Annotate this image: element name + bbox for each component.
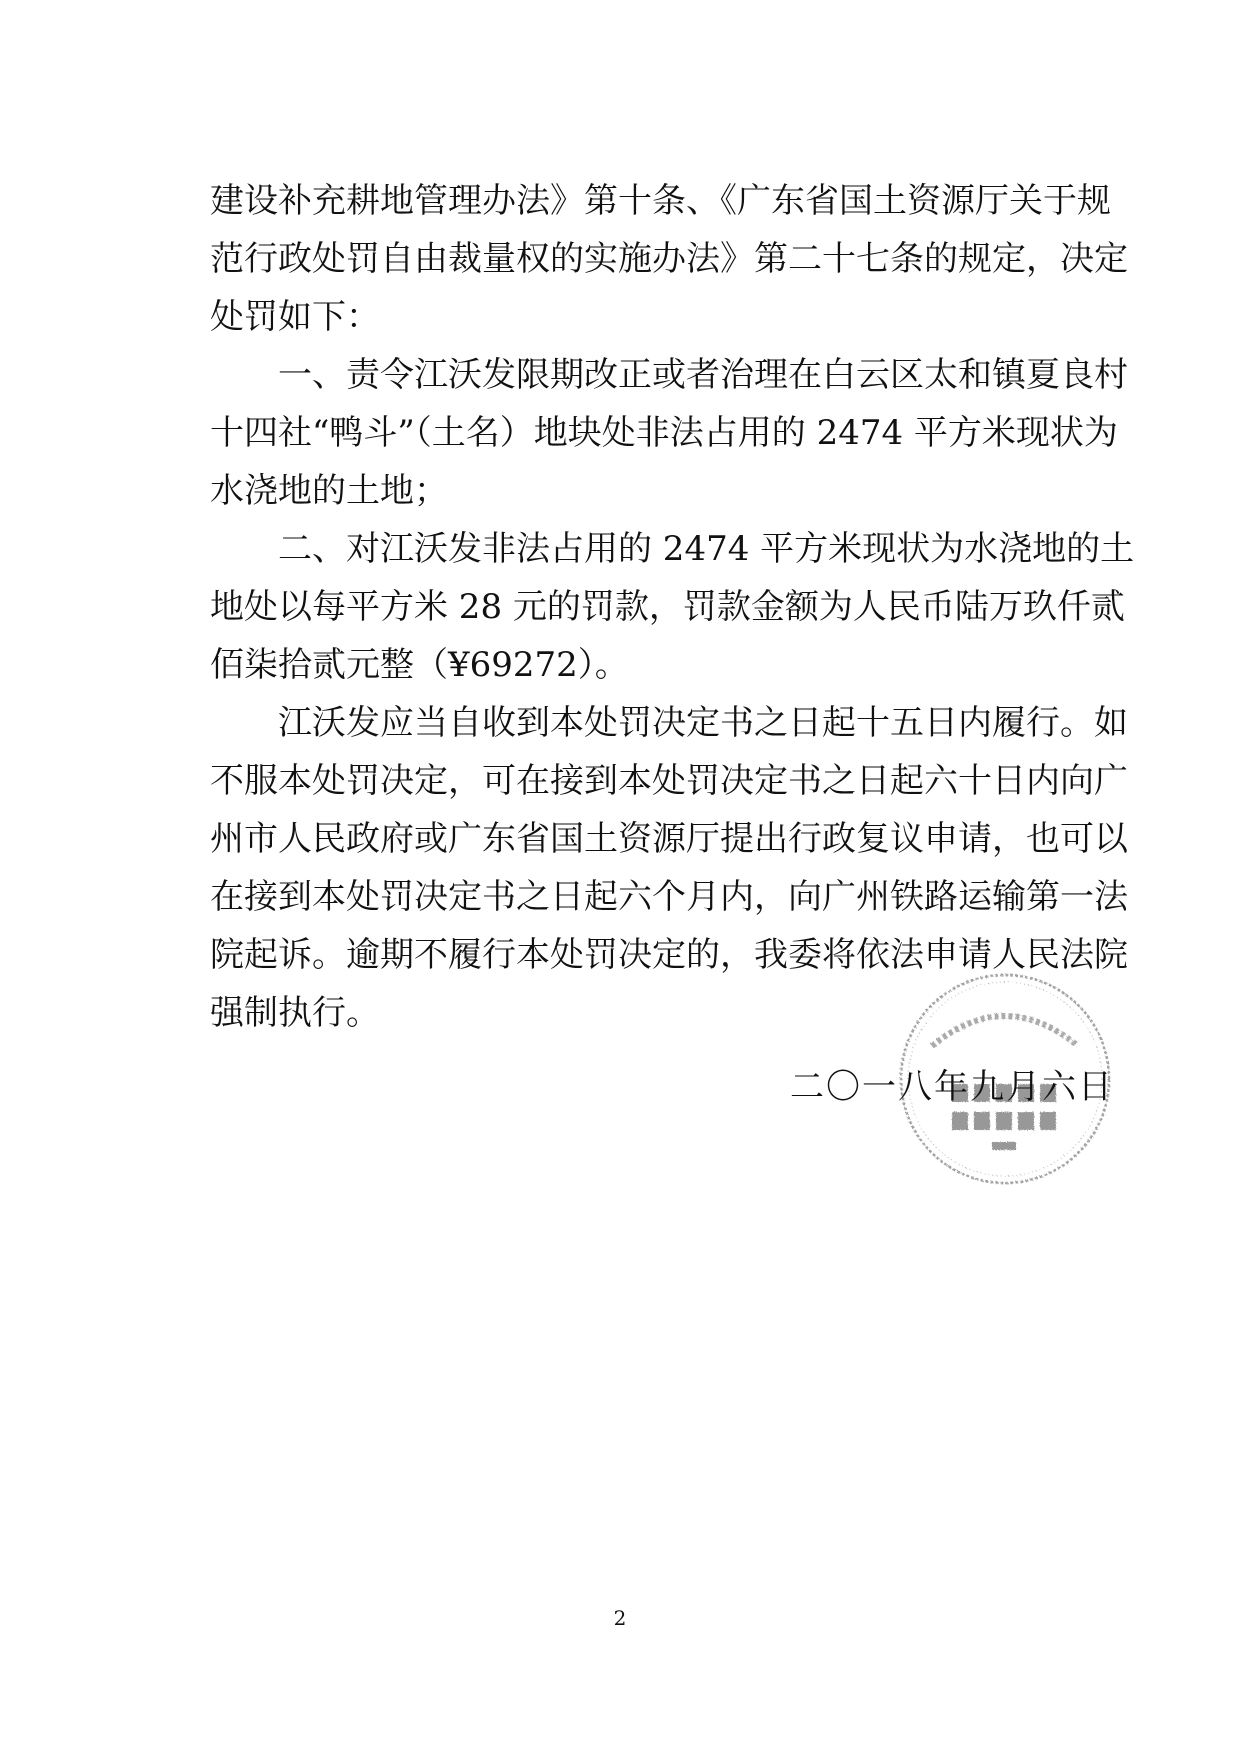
text-line: 江沃发应当自收到本处罚决定书之日起十五日内履行。如 bbox=[278, 703, 1128, 743]
issue-date: 二〇一八年九月六日 bbox=[790, 1067, 1114, 1107]
text-line: 一、责令江沃发限期改正或者治理在白云区太和镇夏良村 bbox=[278, 355, 1128, 395]
text-line: 强制执行。 bbox=[210, 993, 380, 1033]
text-line: 十四社“鸭斗”（土名）地块处非法占用的 2474 平方米现状为 bbox=[210, 413, 1118, 453]
page-number: 2 bbox=[613, 1606, 627, 1630]
text-line: 建设补充耕地管理办法》第十条、《广东省国土资源厅关于规 bbox=[210, 181, 1111, 221]
text-line: 地处以每平方米 28 元的罚款，罚款金额为人民币陆万玖仟贰 bbox=[210, 587, 1125, 627]
text-line: 院起诉。逾期不履行本处罚决定的，我委将依法申请人民法院 bbox=[210, 935, 1128, 975]
text-line: 二、对江沃发非法占用的 2474 平方米现状为水浇地的土 bbox=[278, 529, 1135, 569]
text-line: 水浇地的土地； bbox=[210, 471, 448, 511]
text-line: 不服本处罚决定，可在接到本处罚决定书之日起六十日内向广 bbox=[210, 761, 1128, 801]
text-line: 在接到本处罚决定书之日起六个月内，向广州铁路运输第一法 bbox=[210, 877, 1128, 917]
text-line: 佰柒拾贰元整（¥69272）。 bbox=[210, 645, 629, 685]
text-line: 处罚如下： bbox=[210, 297, 380, 337]
text-line: 范行政处罚自由裁量权的实施办法》第二十七条的规定，决定 bbox=[210, 239, 1128, 279]
text-line: 州市人民政府或广东省国土资源厅提出行政复议申请，也可以 bbox=[210, 819, 1128, 859]
document-body bbox=[210, 172, 1135, 1042]
